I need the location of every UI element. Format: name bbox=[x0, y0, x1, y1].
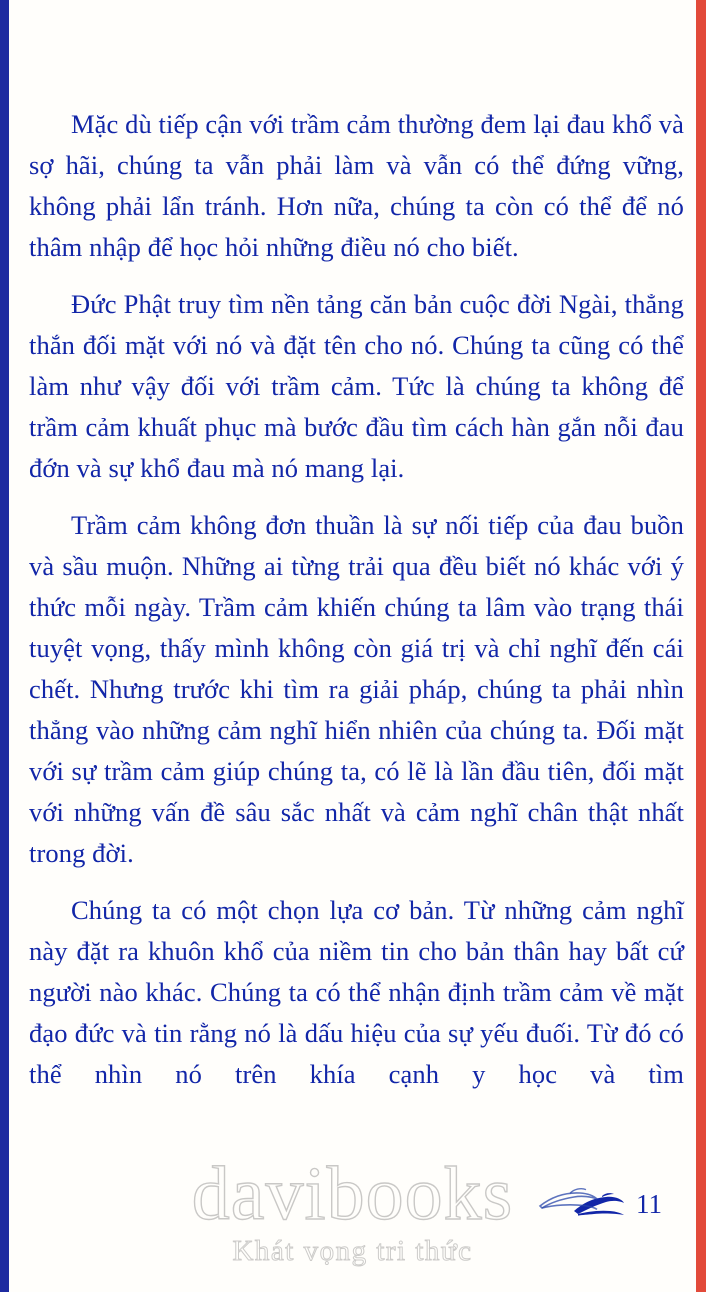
paragraph: Đức Phật truy tìm nền tảng căn bản cuộc đời Ngài, thẳng thắn đối mặt với nó và đặt tên cho nó. Chúng ta cũng có thể làm như vậy đối với trầm cảm. Tức là chúng ta không để trầm cảm khuất phục mà bước đầu tìm cách hàn gắn nỗi đau đớn và sự khổ đau mà nó mang lại. bbox=[29, 289, 684, 483]
paragraph: Trầm cảm không đơn thuần là sự nối tiếp của đau buồn và sầu muộn. Những ai từng trải qua đều biết nó khác với ý thức mỗi ngày. Trầm cảm khiến chúng ta lâm vào trạng thái tuyệt vọng, thấy mình không còn giá trị và chỉ nghĩ đến cái chết. Nhưng trước khi tìm ra giải pháp, chúng ta phải nhìn thẳng vào những cảm nghĩ hiển nhiên của chúng ta. Đối mặt với sự trầm cảm giúp chúng ta, có lẽ là lần đầu tiên, đối mặt với những vấn đề sâu sắc nhất và cảm nghĩ chân thật nhất trong đời. bbox=[29, 510, 684, 868]
watermark-title: davibooks bbox=[191, 1152, 514, 1237]
page-number: 11 bbox=[636, 1189, 662, 1219]
paragraph: Mặc dù tiếp cận với trầm cảm thường đem lại đau khổ và sợ hãi, chúng ta vẫn phải làm và vẫn có thể đứng vững, không phải lẩn tránh. Hơn nữa, chúng ta còn có thể để nó thâm nhập để học hỏi những điều nó cho biết. bbox=[29, 109, 684, 262]
watermark-tagline: Khát vọng tri thức bbox=[232, 1235, 473, 1267]
paragraph: Chúng ta có một chọn lựa cơ bản. Từ những cảm nghĩ này đặt ra khuôn khổ của niềm tin cho bản thân hay bất cứ người nào khác. Chúng ta có thể nhận định trầm cảm về mặt đạo đức và tin rằng nó là dấu hiệu của sự yếu đuối. Từ đó có thể nhìn nó trên khía cạnh y học và tìm bbox=[29, 895, 684, 1089]
davibooks-logo-icon bbox=[536, 1184, 600, 1214]
body-text-column bbox=[29, 104, 684, 1095]
page-paper bbox=[9, 0, 696, 1292]
